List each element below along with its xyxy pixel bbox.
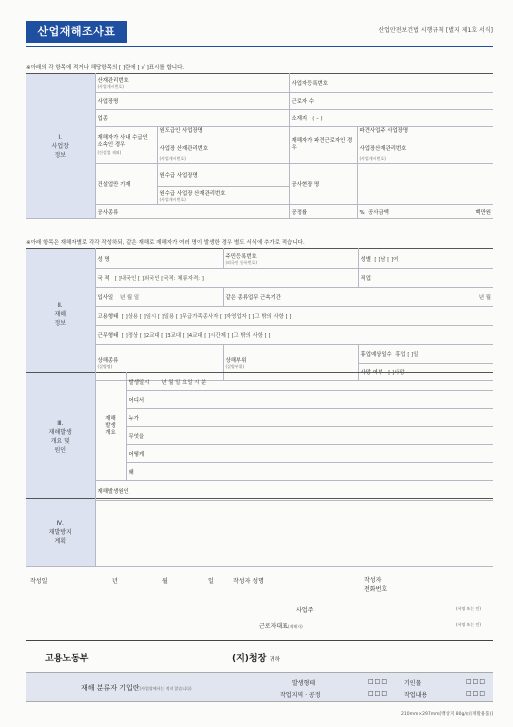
date-label: 작성일 <box>30 578 48 585</box>
nationality-field[interactable]: 국 적 [ ]내국인 [ ]외국인 [국적: 체류자격: ] <box>95 269 358 288</box>
section-victim-table <box>26 248 493 381</box>
instruction-mid: ※아래 항목은 재해자별로 각각 작성하되, 같은 재해로 재해자가 여러 명이 발생한 경우 별도 서식에 추가로 적습니다. <box>26 240 305 246</box>
project-type-field[interactable]: 공사종류 <box>95 205 289 219</box>
form-title: 산업재해조사표 <box>26 21 127 43</box>
task-label: 작업내용 <box>404 692 428 699</box>
overview-label: 재해 발생 개요 <box>95 373 126 481</box>
bottom-divider <box>26 640 493 641</box>
victim-name-field[interactable]: 성 명 <box>95 249 223 269</box>
how-field[interactable]: 어떻게 <box>126 445 493 463</box>
subcontract-label: 재해자가 사내 수급인 소속인 경우 (건설업 제외) <box>95 127 157 164</box>
paper-spec: 210mm×297mm[백상지 80g/㎡(재활용품)] <box>401 712 493 717</box>
gender-field[interactable]: 성별 [ ]남 [ ]여 <box>358 249 493 269</box>
site-name-label: 공사현장 명 <box>289 164 357 205</box>
location-boxes[interactable]: □□□ <box>368 690 389 697</box>
instruction-top: ※아래의 각 항목에 적거나 해당항목의 [ ]란에 [ √ ]표시를 합니다. <box>26 65 185 71</box>
prevention-plan-field[interactable] <box>95 499 493 567</box>
ministry-name: 고용노동부 <box>45 654 89 664</box>
hire-date-field[interactable]: 입사일 년 월 일 <box>95 288 223 307</box>
year-label: 년 <box>112 578 118 585</box>
agent-boxes[interactable]: □□□ <box>466 678 487 685</box>
location-label: 작업지역 · 공정 <box>280 692 321 699</box>
industry-field[interactable]: 업종 <box>95 110 289 127</box>
occurrence-boxes[interactable]: □□□ <box>368 678 389 685</box>
tenure-field[interactable]: 같은 종류업무 근속기간 년 월 <box>223 288 493 307</box>
reg-no-field[interactable]: 산재관리번호 (사업개시번호) <box>95 74 289 93</box>
leave-days-field[interactable]: 휴업예상일수 휴업 [ ]일 <box>358 345 493 364</box>
construction-label: 건설업만 기재 <box>95 164 157 205</box>
death-field[interactable]: 사망 여부 [ ]사망 <box>358 364 493 381</box>
section-1-label: Ⅰ. 사업장 정보 <box>26 74 95 219</box>
contractor-reg-field[interactable]: 원수급 사업장 산재관리번호 (사업개시번호) <box>157 187 289 205</box>
dispatch-employer-field[interactable]: 파견사업주 사업장명 사업장산재관리번호 (사업개시번호) <box>357 127 493 164</box>
month-label: 월 <box>162 578 168 585</box>
section-2-label: Ⅱ. 재해 정보 <box>26 249 95 381</box>
amount-field[interactable]: % 공사금액 백만원 <box>357 205 493 219</box>
work-type-field[interactable]: 근무형태 [ ]정상 [ ]2교대 [ ]3교대 [ ]4교대 [ ]시간제 [ ]그 밖의 사항 [ ] <box>95 326 493 345</box>
section-workplace-table <box>26 73 493 219</box>
task-boxes[interactable]: □□□ <box>466 690 487 697</box>
what-field[interactable]: 무엇을 <box>126 427 493 445</box>
worker-rep-label: 근로자대표(재해자) <box>259 623 303 630</box>
why-field[interactable]: 왜 <box>126 463 493 481</box>
section-accident-table <box>26 372 493 501</box>
progress-label: 공정률 <box>289 205 357 219</box>
contractor-name-field[interactable]: 원수급 사업장명 <box>157 164 289 187</box>
title-divider <box>26 46 493 47</box>
employment-type-field[interactable]: 고용형태 [ ]상용 [ ]임시 [ ]일용 [ ]무급가족종사자 [ ]자영업자 [ ]그 밖의 사항 [ ] <box>95 307 493 326</box>
agent-label: 기인물 <box>404 680 422 687</box>
where-field[interactable]: 어디서 <box>126 391 493 409</box>
writer-phone-label: 작성자 전화번호 <box>364 577 388 593</box>
section-prevention-table <box>26 498 493 567</box>
resident-no-field[interactable]: 주민등록번호 (외국인 등록번호) <box>223 249 358 269</box>
workers-field[interactable]: 근로자 수 <box>289 93 493 110</box>
legal-reference: 산업안전보건법 시행규칙 [별지 제1호 서식] <box>378 27 493 34</box>
site-name-value[interactable] <box>357 164 493 205</box>
classification-label: 재해 분류자 기입란(사업장에서는 적지 않습니다) <box>81 684 192 692</box>
injury-type-field[interactable]: 상해종류 (질병명) <box>95 345 223 381</box>
when-field[interactable]: 발생일시 년 월 일 요일 시 분 <box>126 373 493 391</box>
address-field[interactable]: 소재지 ( – ) <box>289 110 493 127</box>
signature-area <box>26 574 493 634</box>
writer-label: 작성자 성명 <box>233 578 264 585</box>
who-field[interactable]: 누가 <box>126 409 493 427</box>
employer-sign[interactable]: (서명 또는 인) <box>456 606 481 611</box>
prime-contractor-field[interactable]: 원도급인 사업장명 사업장 산재관리번호 (사업개시번호) <box>157 127 289 164</box>
biz-reg-no-field[interactable]: 사업자등록번호 <box>289 74 493 93</box>
cause-field[interactable]: 재해발생원인 <box>95 481 493 501</box>
day-label: 일 <box>208 578 214 585</box>
chief-name: (지)청장 귀하 <box>232 654 281 664</box>
dispatch-label: 재해자가 파견근로자인 경우 <box>289 127 357 164</box>
injury-part-field[interactable]: 상해부위 (질병부위) <box>223 345 358 381</box>
section-4-label: Ⅳ. 재발방지 계획 <box>26 499 95 567</box>
job-field[interactable]: 직업 <box>358 269 493 288</box>
section-3-label: Ⅲ. 재해발생 개요 및 원인 <box>26 373 95 501</box>
biz-name-field[interactable]: 사업장명 <box>95 93 289 110</box>
worker-rep-sign[interactable]: (서명 또는 인) <box>456 622 481 627</box>
employer-label: 사업주 <box>296 607 314 614</box>
classification-box <box>26 672 493 702</box>
occurrence-label: 발생형태 <box>292 680 316 687</box>
